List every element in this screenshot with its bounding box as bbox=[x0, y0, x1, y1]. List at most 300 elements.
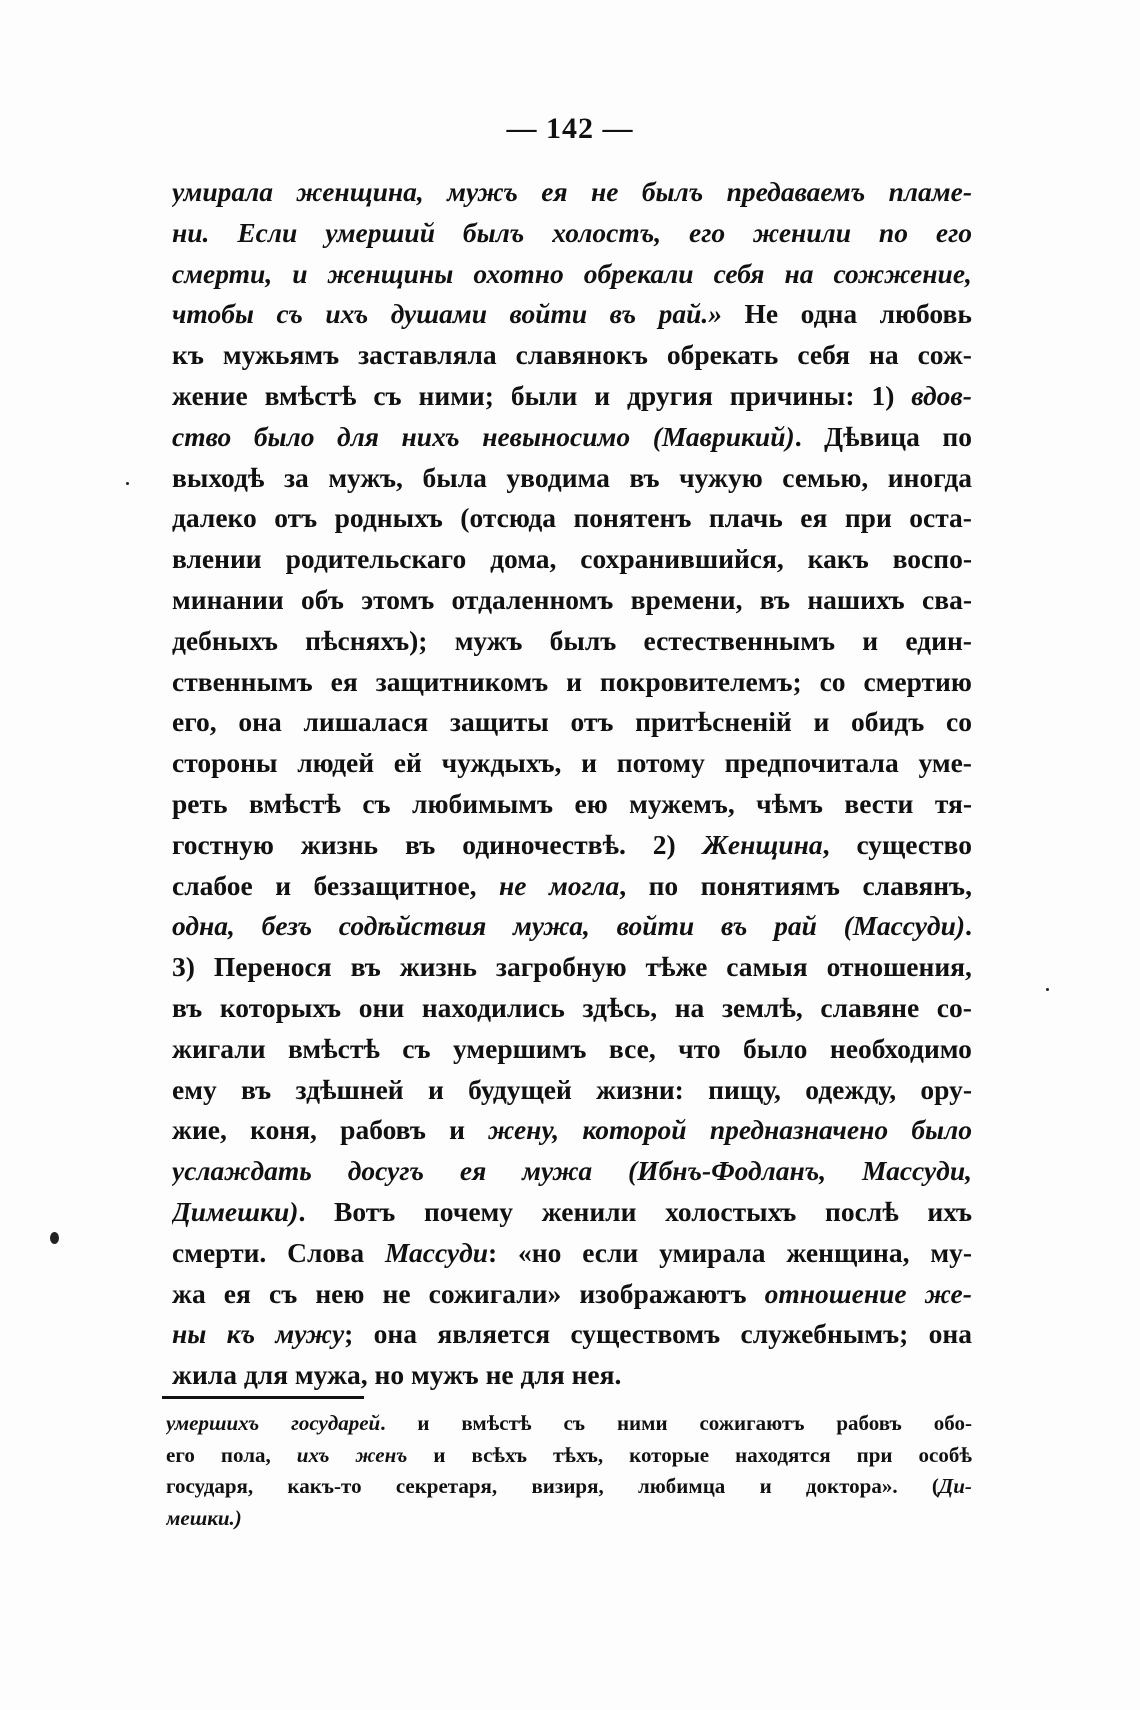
text-run: изображаютъ bbox=[579, 1277, 747, 1309]
word bbox=[774, 906, 817, 947]
word bbox=[305, 621, 427, 662]
footnote-line bbox=[166, 1408, 972, 1440]
word bbox=[288, 1029, 380, 1070]
italic-text: Ди- bbox=[938, 1474, 972, 1498]
italic-text: его bbox=[935, 216, 972, 248]
word bbox=[373, 376, 401, 417]
text-run: обрекать bbox=[666, 339, 779, 371]
italic-text: женщина, bbox=[296, 176, 424, 207]
word bbox=[909, 498, 972, 539]
text-run: отдаленномъ bbox=[451, 583, 614, 615]
word bbox=[760, 1471, 772, 1503]
word bbox=[172, 1233, 266, 1274]
italic-text: (Массуди) bbox=[843, 910, 966, 942]
word bbox=[784, 254, 813, 295]
italic-text: былъ bbox=[641, 176, 704, 207]
word bbox=[653, 825, 676, 866]
word bbox=[301, 580, 344, 621]
text-run: любовь bbox=[879, 298, 972, 330]
word bbox=[541, 172, 567, 213]
word bbox=[646, 947, 708, 988]
page-number: — 142 — bbox=[506, 112, 634, 145]
word bbox=[172, 702, 217, 743]
text-run: съ bbox=[402, 1032, 431, 1064]
word bbox=[172, 866, 253, 907]
text-run: стороны bbox=[172, 747, 278, 779]
text-run: которые bbox=[629, 1442, 710, 1467]
text-run: сва- bbox=[922, 583, 972, 615]
text-line bbox=[172, 254, 972, 295]
word bbox=[499, 866, 526, 907]
word bbox=[361, 580, 434, 621]
text-run: (отсюда bbox=[460, 502, 556, 534]
text-run: ними bbox=[616, 1411, 668, 1435]
word bbox=[550, 621, 617, 662]
text-run: вмѣстѣ bbox=[461, 1411, 532, 1435]
italic-text: нихъ bbox=[401, 420, 460, 452]
word bbox=[594, 376, 610, 417]
word bbox=[471, 1440, 526, 1472]
text-run: покровителемъ; bbox=[599, 665, 802, 697]
word bbox=[726, 947, 807, 988]
word bbox=[573, 498, 691, 539]
text-run: другия bbox=[627, 379, 713, 411]
text-line bbox=[172, 947, 972, 988]
text-run: они bbox=[358, 991, 405, 1023]
word bbox=[857, 1440, 893, 1472]
italic-text: сожжение, bbox=[833, 257, 972, 289]
text-line bbox=[172, 294, 972, 335]
word bbox=[635, 702, 792, 743]
text-run: отъ bbox=[570, 706, 614, 738]
text-run: при bbox=[844, 502, 892, 534]
word bbox=[574, 784, 607, 825]
text-run: плачь bbox=[708, 502, 783, 534]
text-run: ними; bbox=[418, 379, 494, 411]
text-run: «но bbox=[518, 1236, 562, 1268]
text-line bbox=[172, 213, 972, 254]
word bbox=[518, 1233, 561, 1274]
body-text bbox=[172, 172, 972, 1396]
text-run: были bbox=[510, 379, 578, 411]
italic-text: досугъ bbox=[347, 1155, 424, 1187]
word bbox=[463, 213, 524, 254]
footnote-line bbox=[166, 1471, 972, 1503]
word bbox=[806, 1471, 898, 1503]
text-run: ( bbox=[931, 1474, 939, 1498]
text-run: къ bbox=[172, 339, 204, 371]
text-run: необходимо bbox=[829, 1032, 972, 1064]
word bbox=[358, 335, 497, 376]
italic-text: которой bbox=[582, 1114, 687, 1146]
word bbox=[629, 1440, 709, 1472]
text-run: пола, bbox=[220, 1442, 271, 1467]
text-run: она bbox=[238, 706, 282, 738]
word bbox=[580, 539, 783, 580]
text-run: и bbox=[759, 1474, 772, 1498]
text-run: Дѣвица bbox=[824, 420, 920, 452]
word bbox=[786, 1233, 909, 1274]
word bbox=[610, 294, 636, 335]
italic-text: войти bbox=[509, 298, 588, 330]
text-run: этомъ bbox=[361, 583, 435, 615]
text-run: какъ bbox=[807, 543, 869, 575]
text-run: какъ-то bbox=[287, 1474, 362, 1498]
text-run: на bbox=[674, 991, 705, 1023]
word bbox=[911, 1110, 972, 1151]
italic-text: предаваемъ bbox=[726, 176, 866, 207]
italic-text: не bbox=[590, 176, 619, 207]
word bbox=[830, 1029, 972, 1070]
text-run: не bbox=[382, 1277, 411, 1309]
text-run: холостыхъ bbox=[665, 1195, 797, 1227]
word bbox=[325, 294, 368, 335]
text-run: сожигаютъ bbox=[699, 1411, 805, 1435]
word bbox=[871, 376, 894, 417]
word bbox=[888, 458, 972, 499]
text-line bbox=[172, 784, 972, 825]
text-run: сохранившийся, bbox=[580, 543, 784, 575]
text-run: вести bbox=[844, 787, 914, 819]
word bbox=[570, 702, 613, 743]
word bbox=[473, 254, 563, 295]
word bbox=[703, 825, 830, 866]
italic-text: государей bbox=[291, 1411, 381, 1435]
word bbox=[286, 539, 467, 580]
text-run: понятиямъ bbox=[700, 869, 840, 901]
text-run: ; bbox=[344, 1318, 354, 1350]
word bbox=[918, 335, 972, 376]
text-run: дебныхъ bbox=[172, 624, 278, 656]
word bbox=[172, 498, 257, 539]
text-run: почему bbox=[423, 1195, 514, 1227]
text-run: гостную bbox=[172, 828, 274, 860]
text-line bbox=[172, 662, 972, 703]
word bbox=[172, 1110, 227, 1151]
word bbox=[429, 1274, 562, 1315]
word bbox=[701, 866, 840, 907]
italic-text: Димешки) bbox=[172, 1195, 299, 1227]
word bbox=[919, 1440, 972, 1472]
word bbox=[667, 335, 779, 376]
italic-text: и bbox=[292, 257, 308, 289]
text-run: нашихъ bbox=[807, 583, 905, 615]
text-run: понятенъ bbox=[573, 502, 692, 534]
word bbox=[506, 458, 609, 499]
text-run: ихъ bbox=[927, 1195, 972, 1227]
text-run: съ bbox=[563, 1411, 586, 1435]
word bbox=[570, 1314, 720, 1355]
word bbox=[869, 335, 899, 376]
text-run: любимца bbox=[637, 1474, 726, 1498]
word bbox=[845, 498, 892, 539]
word bbox=[920, 1070, 972, 1111]
word bbox=[549, 866, 626, 907]
text-run: выходѣ bbox=[172, 461, 265, 493]
word bbox=[433, 1440, 445, 1472]
footnote-line bbox=[166, 1440, 972, 1472]
text-run: родныхъ bbox=[334, 502, 443, 534]
word bbox=[301, 825, 378, 866]
word bbox=[820, 662, 846, 703]
text-run: сожигали» bbox=[428, 1277, 562, 1309]
italic-text: было bbox=[911, 1114, 972, 1146]
text-run: мужемъ, bbox=[629, 787, 735, 819]
text-run: . bbox=[794, 420, 802, 452]
word bbox=[340, 1110, 426, 1151]
text-run: служебнымъ; bbox=[740, 1318, 909, 1350]
italic-text: предназначено bbox=[709, 1114, 889, 1146]
text-run: нею bbox=[315, 1277, 365, 1309]
text-run: будущей bbox=[468, 1073, 572, 1105]
italic-text: вдов- bbox=[911, 379, 972, 411]
italic-text: Женщина bbox=[702, 828, 823, 860]
word bbox=[172, 458, 264, 499]
word bbox=[714, 254, 765, 295]
word bbox=[453, 1029, 586, 1070]
word bbox=[172, 417, 231, 458]
italic-text: ея bbox=[459, 1155, 487, 1187]
word bbox=[725, 743, 899, 784]
word bbox=[221, 1440, 271, 1472]
word bbox=[825, 1192, 899, 1233]
word bbox=[422, 988, 565, 1029]
text-run: землѣ, bbox=[721, 991, 803, 1023]
word bbox=[710, 1110, 888, 1151]
word bbox=[741, 1314, 909, 1355]
word bbox=[468, 1070, 572, 1111]
text-run: тѣхъ, bbox=[552, 1442, 604, 1467]
text-run: себя bbox=[797, 339, 851, 371]
word bbox=[275, 866, 291, 907]
italic-text: съ bbox=[276, 298, 303, 330]
text-line bbox=[172, 417, 972, 458]
word bbox=[265, 376, 357, 417]
word bbox=[808, 539, 869, 580]
text-run: при bbox=[856, 1442, 893, 1467]
italic-text: услаждать bbox=[172, 1155, 312, 1187]
text-line bbox=[172, 621, 972, 662]
text-run: Вотъ bbox=[333, 1195, 396, 1227]
word bbox=[644, 621, 836, 662]
word bbox=[362, 784, 390, 825]
text-line bbox=[172, 1274, 972, 1315]
word bbox=[449, 1110, 465, 1151]
word bbox=[801, 294, 857, 335]
word bbox=[262, 906, 312, 947]
word bbox=[166, 1471, 253, 1503]
text-run: со bbox=[819, 665, 846, 697]
word bbox=[591, 172, 618, 213]
text-run: вмѣстѣ bbox=[264, 379, 357, 411]
text-run: оста- bbox=[909, 502, 972, 534]
word bbox=[172, 539, 262, 580]
text-run: и bbox=[427, 1073, 444, 1105]
word bbox=[942, 417, 972, 458]
italic-text: умершихъ bbox=[166, 1411, 260, 1435]
italic-text: чтобы bbox=[172, 298, 255, 330]
text-run: умирала bbox=[659, 1236, 766, 1268]
italic-text: жену, bbox=[488, 1114, 560, 1146]
text-run: жение bbox=[172, 379, 248, 411]
word bbox=[348, 1151, 424, 1192]
text-run: защиты bbox=[449, 706, 549, 738]
word bbox=[428, 1070, 444, 1111]
word bbox=[925, 1274, 972, 1315]
italic-text: войти bbox=[616, 910, 695, 942]
word bbox=[412, 784, 553, 825]
word bbox=[805, 1070, 896, 1111]
text-run: въ bbox=[629, 461, 660, 493]
word bbox=[172, 254, 272, 295]
text-run: самыя bbox=[726, 951, 808, 983]
text-run: времени, bbox=[630, 583, 743, 615]
italic-text: умирала bbox=[172, 176, 274, 207]
text-run: . bbox=[965, 910, 972, 942]
text-run: естественнымъ bbox=[643, 624, 836, 656]
text-run: ея bbox=[800, 502, 828, 534]
italic-text: холостъ, bbox=[552, 216, 662, 248]
text-run: . bbox=[298, 1195, 306, 1227]
text-line bbox=[172, 743, 972, 784]
text-line bbox=[172, 580, 972, 621]
word bbox=[172, 1029, 266, 1070]
word bbox=[237, 213, 297, 254]
text-run: одиночествѣ. bbox=[462, 828, 626, 860]
text-run: потому bbox=[616, 747, 705, 779]
text-run: славяне bbox=[820, 991, 920, 1023]
word bbox=[582, 1233, 638, 1274]
text-run: особѣ bbox=[918, 1442, 972, 1467]
text-run: жие, bbox=[172, 1114, 227, 1146]
italic-text: въ bbox=[609, 298, 637, 330]
word bbox=[391, 294, 487, 335]
text-run: здѣсь, bbox=[582, 991, 658, 1023]
italic-text: мужъ bbox=[447, 176, 518, 207]
word bbox=[402, 1029, 430, 1070]
text-run: въ bbox=[241, 1073, 272, 1105]
text-run: и bbox=[417, 1411, 430, 1435]
word bbox=[745, 294, 779, 335]
word bbox=[929, 1314, 972, 1355]
text-line bbox=[172, 702, 972, 743]
text-run: въ bbox=[759, 583, 790, 615]
word bbox=[582, 988, 657, 1029]
italic-text: женили bbox=[753, 216, 852, 248]
text-run: смерти. bbox=[172, 1236, 267, 1268]
text-run: жа bbox=[172, 1277, 206, 1309]
text-run: и bbox=[433, 1442, 446, 1467]
word bbox=[581, 743, 597, 784]
word bbox=[851, 702, 924, 743]
text-run: она bbox=[928, 1318, 972, 1350]
word bbox=[653, 417, 802, 458]
word bbox=[689, 213, 725, 254]
word bbox=[844, 784, 913, 825]
word bbox=[709, 498, 783, 539]
word bbox=[287, 1471, 361, 1503]
word bbox=[303, 702, 428, 743]
text-run: дома, bbox=[490, 543, 557, 575]
text-run: един- bbox=[905, 624, 972, 656]
word bbox=[172, 1314, 206, 1355]
text-run: рабовъ bbox=[836, 1411, 902, 1435]
italic-text: охотно bbox=[473, 257, 564, 289]
text-run: его, bbox=[172, 706, 217, 738]
word bbox=[356, 1440, 408, 1472]
word bbox=[844, 906, 972, 947]
italic-text: ство bbox=[172, 420, 232, 452]
text-run: любимымъ bbox=[412, 787, 554, 819]
word bbox=[627, 376, 713, 417]
text-run: заставляла bbox=[358, 339, 497, 371]
text-run: вмѣстѣ bbox=[249, 787, 341, 819]
text-run: мужъ bbox=[454, 624, 523, 656]
text-run: 3) bbox=[172, 951, 195, 983]
word bbox=[699, 1408, 804, 1440]
italic-text: рай bbox=[774, 910, 817, 942]
word bbox=[862, 866, 972, 907]
italic-text: мужу bbox=[275, 1318, 345, 1350]
word bbox=[223, 335, 339, 376]
word bbox=[172, 580, 284, 621]
word bbox=[617, 1408, 668, 1440]
word bbox=[631, 580, 743, 621]
word bbox=[297, 743, 374, 784]
word bbox=[665, 1192, 796, 1233]
text-run: и bbox=[275, 869, 292, 901]
text-run: . bbox=[380, 1411, 386, 1435]
footnote bbox=[166, 1408, 972, 1534]
text-line bbox=[172, 376, 972, 417]
footnote-line bbox=[166, 1503, 972, 1535]
word bbox=[937, 988, 972, 1029]
word bbox=[496, 947, 627, 988]
word bbox=[482, 417, 630, 458]
text-line bbox=[172, 906, 972, 947]
text-run: отъ bbox=[274, 502, 318, 534]
italic-text: Если bbox=[237, 216, 298, 248]
text-run: тя- bbox=[934, 787, 972, 819]
text-run: женщина, bbox=[786, 1236, 910, 1268]
text-run: , bbox=[822, 828, 830, 860]
word bbox=[339, 906, 487, 947]
text-run: если bbox=[582, 1236, 639, 1268]
text-run: далеко bbox=[172, 502, 257, 534]
word bbox=[863, 662, 971, 703]
text-run: воспо- bbox=[892, 543, 972, 575]
text-run: жизнь bbox=[300, 828, 379, 860]
text-run: было bbox=[743, 1032, 808, 1064]
italic-text: безъ bbox=[261, 910, 313, 942]
word bbox=[462, 825, 626, 866]
text-run: со bbox=[946, 706, 972, 738]
italic-text: былъ bbox=[462, 216, 525, 248]
word bbox=[934, 1408, 972, 1440]
text-run: рабовъ bbox=[340, 1114, 426, 1146]
word bbox=[172, 906, 235, 947]
text-run: притѣсненiй bbox=[635, 706, 792, 738]
word bbox=[172, 172, 273, 213]
word bbox=[337, 417, 379, 458]
text-run: все, bbox=[608, 1032, 656, 1064]
word bbox=[600, 662, 802, 703]
text-run: существомъ bbox=[570, 1318, 721, 1350]
text-run: ею bbox=[574, 787, 608, 819]
word bbox=[617, 906, 695, 947]
text-run: иногда bbox=[887, 461, 972, 493]
word bbox=[936, 213, 972, 254]
